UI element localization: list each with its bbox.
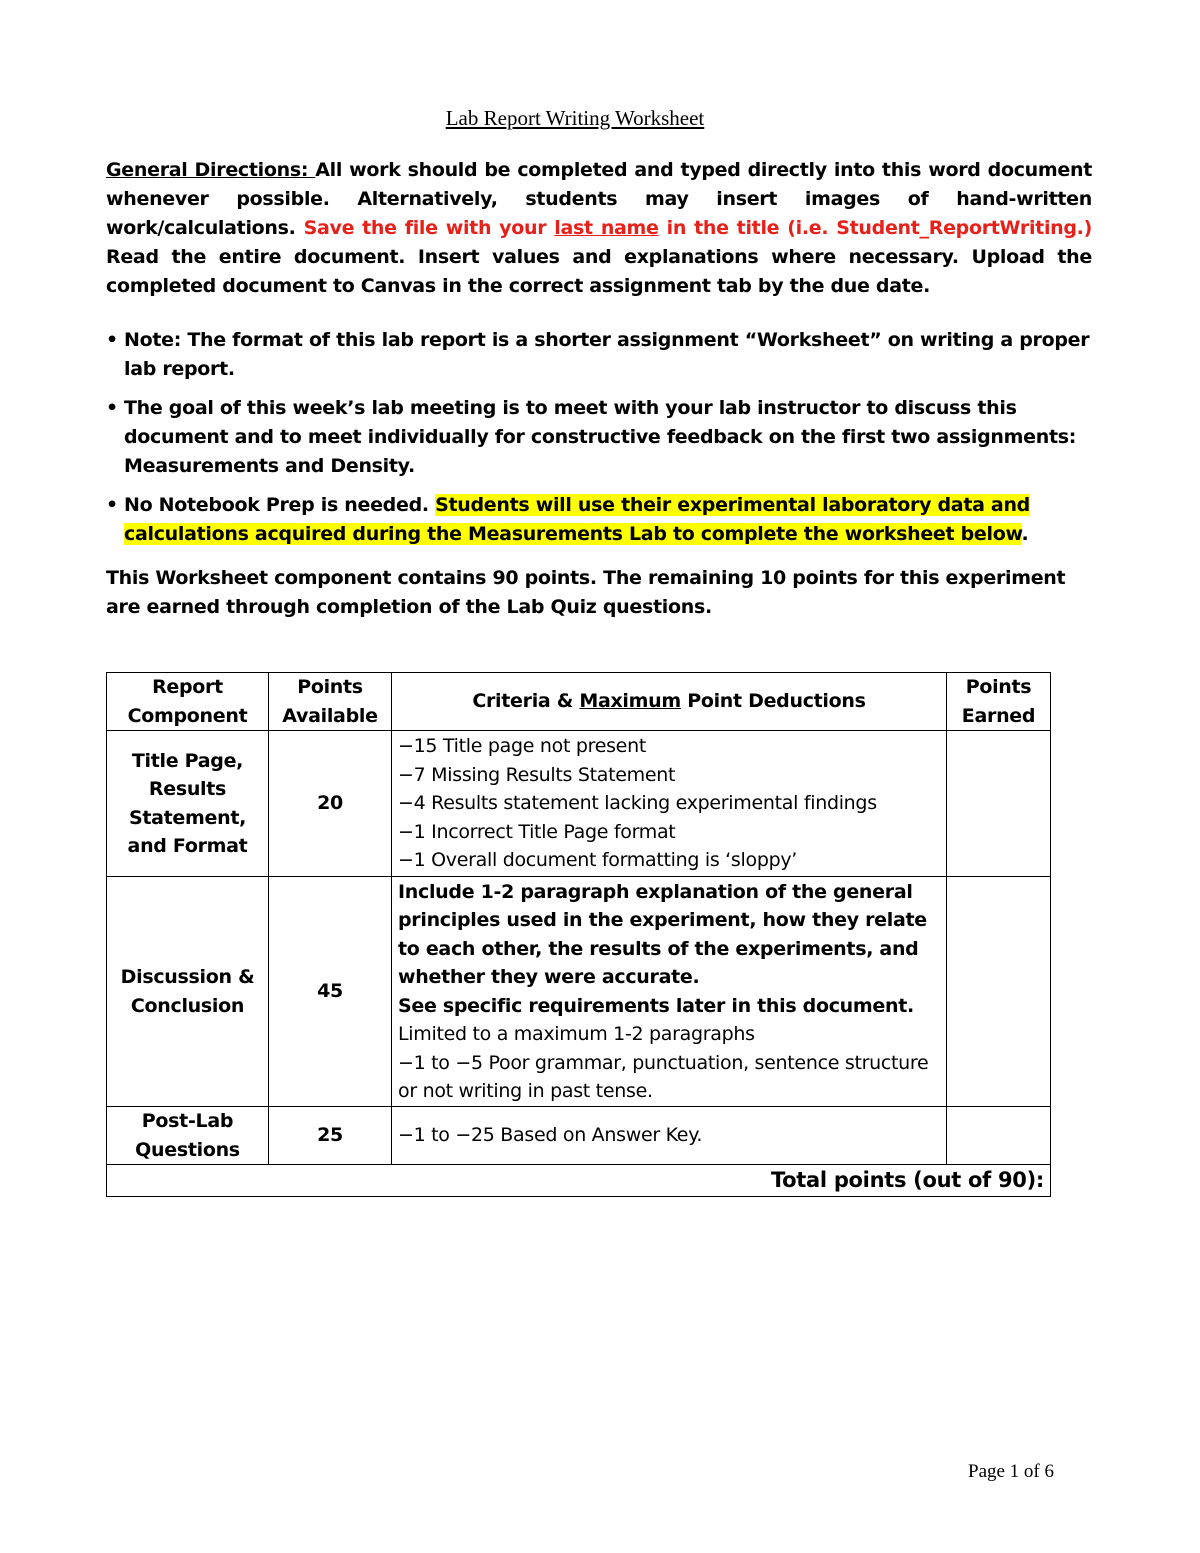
save-instruction-2: in the title (i.e. Student_ReportWriting.)	[658, 217, 1092, 239]
table-row	[107, 877, 1051, 1107]
row-component: Title Page, Results Statement, and Format	[107, 731, 269, 877]
table-header-row	[107, 673, 1051, 731]
criteria-line: Include 1-2 paragraph explanation of the general principles used in the experiment, how they relate to each other, the results of the experiments, and whether they were accurate.	[398, 880, 927, 988]
criteria-line: Limited to a maximum 1-2 paragraphs	[398, 1023, 755, 1045]
bullet-icon: •	[106, 397, 118, 419]
criteria-line: See specific requirements later in this document.	[398, 994, 914, 1017]
row-points: 20	[269, 731, 392, 877]
header-component: Report Component	[107, 673, 269, 731]
criteria-line: −4 Results statement lacking experimental findings	[398, 792, 877, 815]
save-instruction-last-name: last name	[554, 217, 659, 239]
header-criteria-post: Point Deductions	[680, 690, 866, 713]
save-instruction-1: Save the file with your	[303, 217, 555, 239]
general-directions	[106, 156, 1092, 301]
notes-list	[106, 326, 1096, 559]
row-criteria	[392, 877, 947, 1107]
points-summary: This Worksheet component contains 90 points. The remaining 10 points for this experiment are earned through completion of the Lab Quiz questions.	[106, 567, 1066, 618]
grading-rubric-table	[106, 672, 1051, 1197]
criteria-line: −7 Missing Results Statement	[398, 763, 676, 786]
row-points: 25	[269, 1107, 392, 1165]
bullet-icon: •	[106, 494, 118, 516]
header-criteria-maximum: Maximum	[579, 690, 681, 713]
document-title: Lab Report Writing Worksheet	[445, 106, 705, 130]
list-item	[106, 491, 1096, 549]
criteria-line: −1 to −25 Based on Answer Key.	[398, 1124, 703, 1147]
note-goal: The goal of this week’s lab meeting is to meet with your lab instructor to discuss this document and to meet individually for constructive feedback on the first two assignments: Measurements and Density.	[124, 397, 1077, 477]
header-earned: Points Earned	[947, 673, 1051, 731]
list-item	[106, 326, 1096, 384]
directions-label: General Directions:	[106, 159, 316, 181]
table-row	[107, 1107, 1051, 1165]
table-row	[107, 731, 1051, 877]
row-component: Discussion & Conclusion	[107, 877, 269, 1107]
directions-text-2: Read the entire document. Insert values and explanations where necessary. Upload the completed document to Canvas in the correct assignment tab by the due date.	[106, 246, 1092, 297]
total-row	[107, 1165, 1051, 1197]
criteria-line: −1 Overall document formatting is ‘sloppy’	[398, 849, 798, 872]
row-points: 45	[269, 877, 392, 1107]
note-prep: No Notebook Prep is needed.	[124, 494, 436, 516]
header-criteria-pre: Criteria &	[472, 690, 580, 713]
row-earned-input[interactable]	[947, 877, 1051, 1107]
note-prep-end: .	[1021, 523, 1029, 545]
note-prep-highlight: Students will use their experimental laboratory data and calculations acquired during the Measurements Lab to complete the worksheet below	[124, 494, 1030, 545]
header-criteria	[392, 673, 947, 731]
page-number: Page 1 of 6	[968, 1461, 1055, 1482]
total-points-label: Total points (out of 90):	[107, 1165, 1051, 1197]
criteria-line: −1 Incorrect Title Page format	[398, 820, 676, 843]
bullet-icon: •	[106, 329, 118, 351]
criteria-line: −15 Title page not present	[398, 735, 646, 758]
note-format: Note: The format of this lab report is a shorter assignment “Worksheet” on writing a proper lab report.	[124, 329, 1090, 380]
row-criteria	[392, 1107, 947, 1165]
criteria-line: −1 to −5 Poor grammar, punctuation, sentence structure or not writing in past tense.	[398, 1051, 929, 1102]
row-criteria	[392, 731, 947, 877]
row-earned-input[interactable]	[947, 1107, 1051, 1165]
header-available: Points Available	[269, 673, 392, 731]
directions-text-1: All work should be completed and typed directly into this word document whenever possible. Alternatively, students may insert images of hand-written work/calculations.	[106, 159, 1092, 239]
row-component: Post-Lab Questions	[107, 1107, 269, 1165]
list-item	[106, 394, 1096, 481]
row-earned-input[interactable]	[947, 731, 1051, 877]
